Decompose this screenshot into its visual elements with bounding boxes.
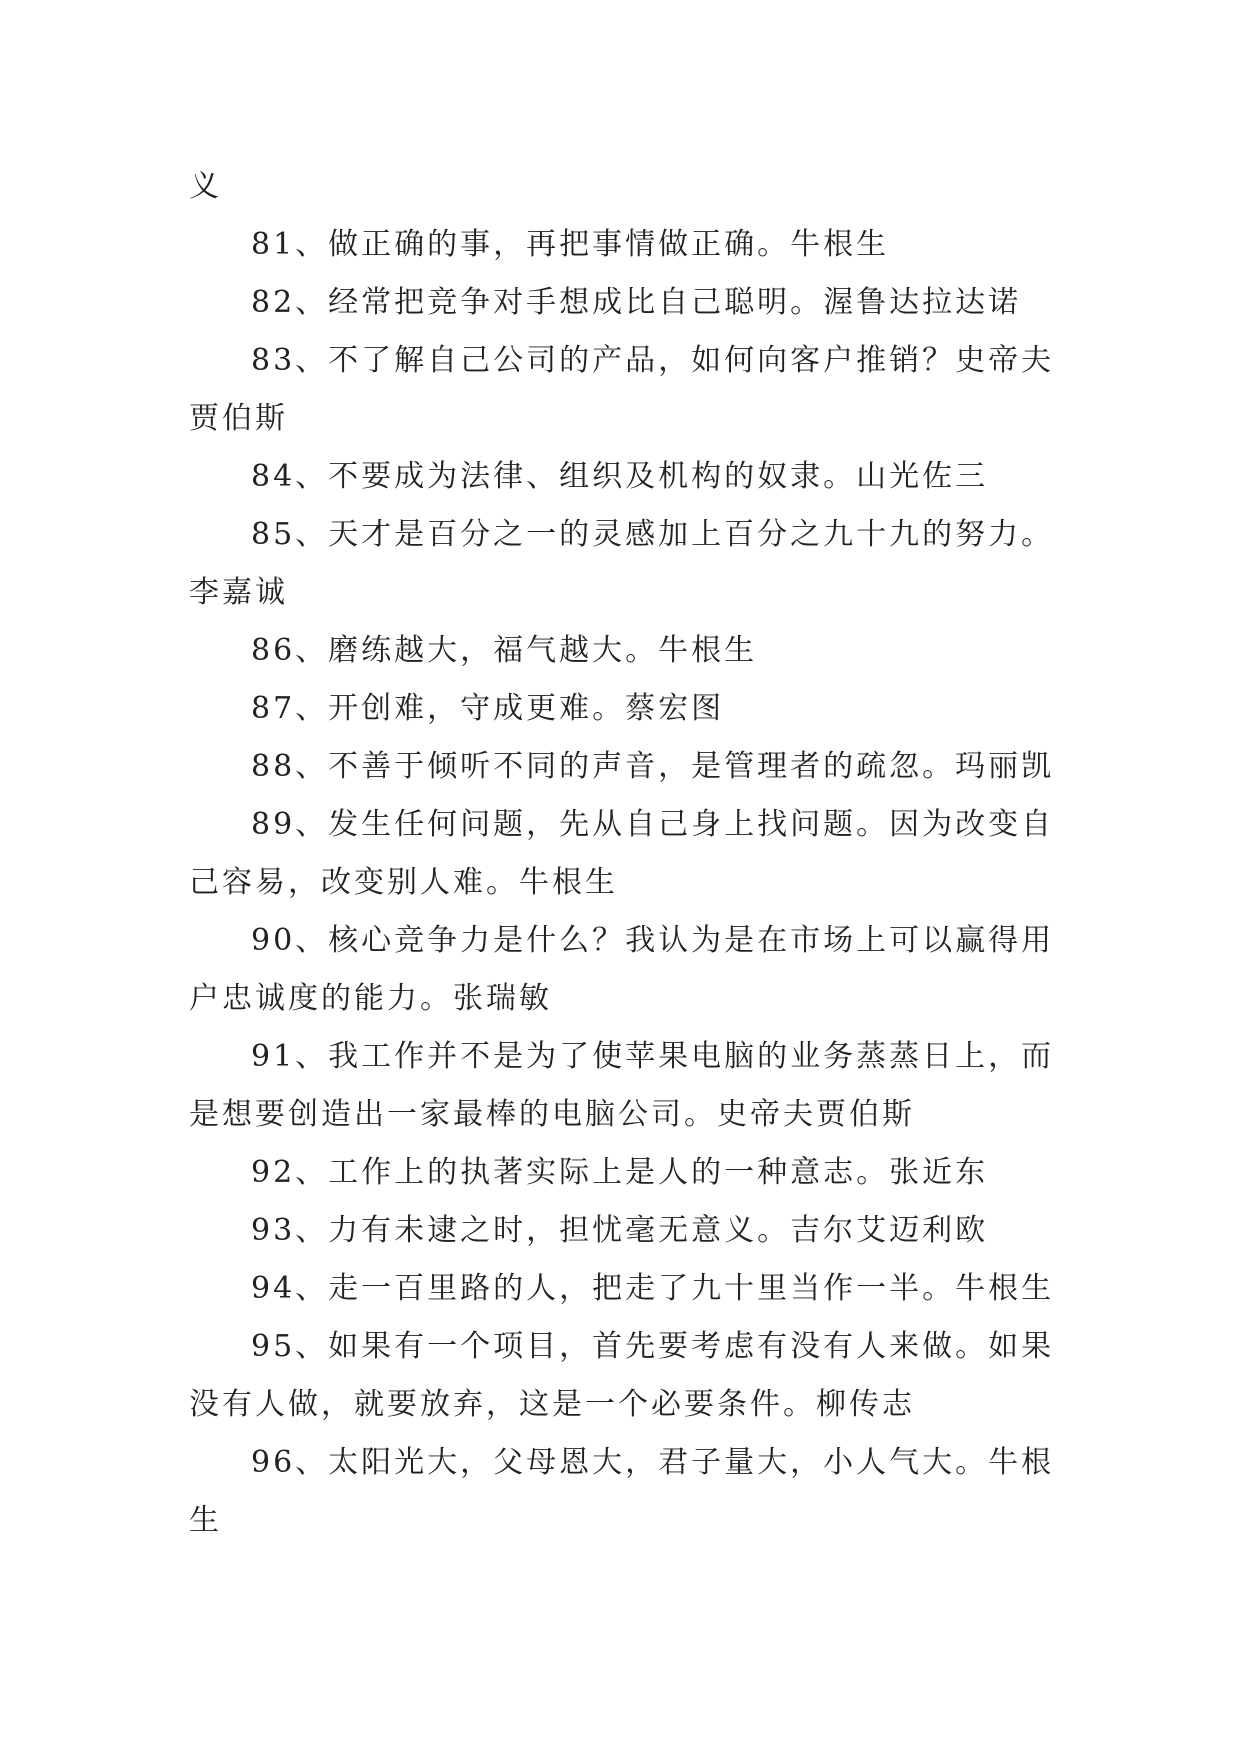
quote-88-line-1: 88、不善于倾听不同的声音，是管理者的疏忽。玛丽凯 — [251, 749, 1055, 784]
quote-85-line-1: 85、天才是百分之一的灵感加上百分之九十九的努力。 — [251, 517, 1055, 552]
quote-93-line-1: 93、力有未逮之时，担忧毫无意义。吉尔艾迈利欧 — [251, 1213, 989, 1248]
quote-87-line-1: 87、开创难，守成更难。蔡宏图 — [251, 691, 725, 726]
quote-96-line-1: 96、太阳光大，父母恩大，君子量大，小人气大。牛根 — [251, 1445, 1055, 1480]
quote-83-line-1: 83、不了解自己公司的产品，如何向客户推销？史帝夫 — [251, 343, 1055, 378]
quote-85-line-2: 李嘉诚 — [189, 575, 288, 610]
quote-89-line-2: 己容易，改变别人难。牛根生 — [189, 865, 618, 900]
quote-90-line-1: 90、核心竞争力是什么？我认为是在市场上可以赢得用 — [251, 923, 1055, 958]
quote-continuation-line: 义 — [189, 169, 222, 204]
quote-84-line-1: 84、不要成为法律、组织及机构的奴隶。山光佐三 — [251, 459, 989, 494]
quote-list — [189, 158, 1059, 1550]
quote-83-line-2: 贾伯斯 — [189, 401, 288, 436]
quote-90-line-2: 户忠诚度的能力。张瑞敏 — [189, 981, 552, 1016]
quote-82-line-1: 82、经常把竞争对手想成比自己聪明。渥鲁达拉达诺 — [251, 285, 1022, 320]
quote-92-line-1: 92、工作上的执著实际上是人的一种意志。张近东 — [251, 1155, 989, 1190]
quote-89-line-1: 89、发生任何问题，先从自己身上找问题。因为改变自 — [251, 807, 1055, 842]
quote-95-line-2: 没有人做，就要放弃，这是一个必要条件。柳传志 — [189, 1387, 915, 1422]
quote-81-line-1: 81、做正确的事，再把事情做正确。牛根生 — [251, 227, 890, 262]
quote-91-line-1: 91、我工作并不是为了使苹果电脑的业务蒸蒸日上，而 — [251, 1039, 1055, 1074]
quote-91-line-2: 是想要创造出一家最棒的电脑公司。史帝夫贾伯斯 — [189, 1097, 915, 1132]
quote-95-line-1: 95、如果有一个项目，首先要考虑有没有人来做。如果 — [251, 1329, 1055, 1364]
quote-96-line-2: 生 — [189, 1503, 222, 1538]
quote-94-line-1: 94、走一百里路的人，把走了九十里当作一半。牛根生 — [251, 1271, 1055, 1306]
quote-86-line-1: 86、磨练越大，福气越大。牛根生 — [251, 633, 758, 668]
